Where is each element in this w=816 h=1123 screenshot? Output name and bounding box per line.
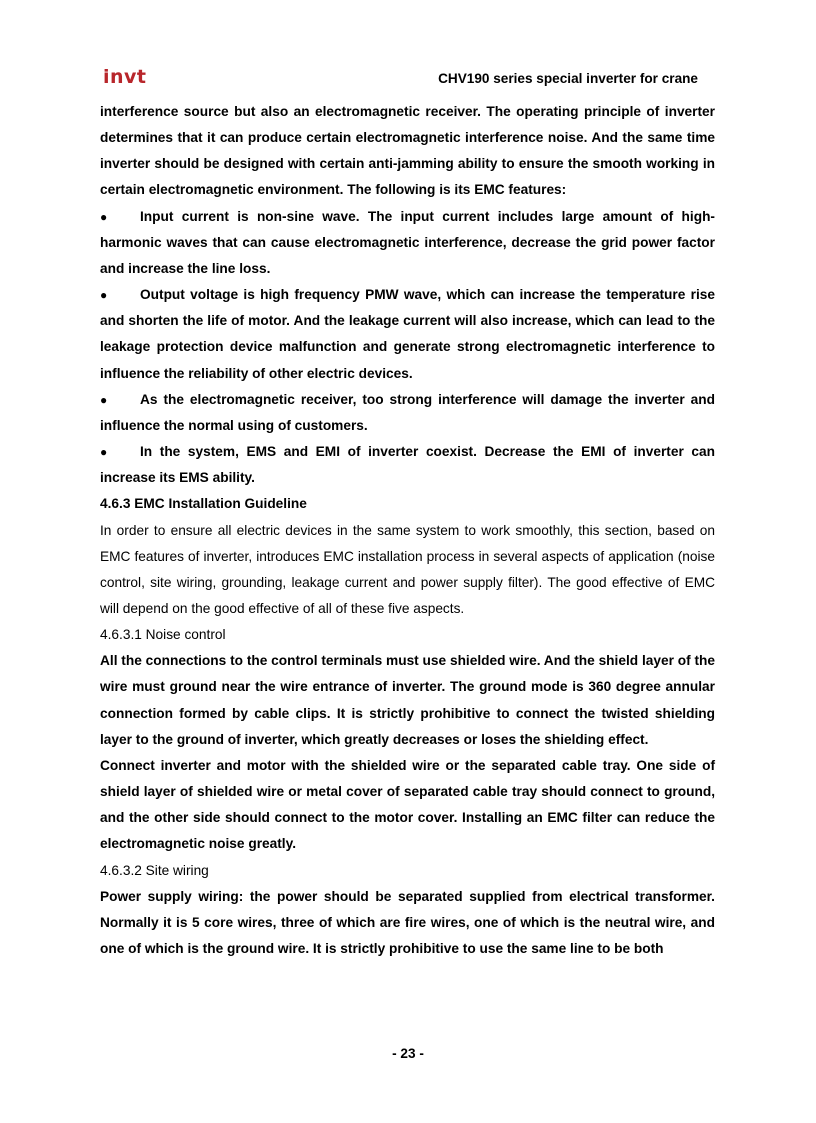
bullet-text: Input current is non-sine wave. The input current includes large amount of high-harmonic waves that can cause electromagnetic interference, decrease the grid power factor and increase the line loss.: [100, 208, 715, 276]
paragraph: interference source but also an electromagnetic receiver. The operating principle of inverter determines that it can produce certain electromagnetic interference noise. And the same time inverter should be designed with certain anti-jamming ability to ensure the smooth working in certain electromagnetic environment. The following is its EMC features:: [100, 104, 715, 198]
page-header: [103, 66, 713, 90]
paragraph: Connect inverter and motor with the shielded wire or the separated cable tray. One side of shield layer of shielded wire or metal cover of separated cable tray should connect to ground, and the other side should connect to the motor cover. Installing an EMC filter can reduce the electromagnetic noise greatly.: [100, 757, 715, 852]
bullet-item: [100, 439, 715, 491]
subsection-heading: 4.6.3.1 Noise control: [100, 627, 226, 643]
page-number: - 23 -: [392, 1046, 424, 1061]
bullet-icon: ●: [100, 392, 108, 407]
subsection-heading: 4.6.3.2 Site wiring: [100, 862, 209, 878]
bullet-item: [100, 282, 715, 387]
bullet-item: [100, 204, 715, 282]
bullet-icon: ●: [100, 445, 108, 460]
bullet-text: As the electromagnetic receiver, too strong interference will damage the inverter and influence the normal using of customers.: [100, 391, 715, 433]
paragraph: All the connections to the control terminals must use shielded wire. And the shield layer of the wire must ground near the wire entrance of inverter. The ground mode is 360 degree annular connection formed by cable clips. It is strictly prohibitive to connect the twisted shielding layer to the ground of inverter, which greatly decreases or loses the shielding effect.: [100, 653, 715, 747]
paragraph: Power supply wiring: the power should be separated supplied from electrical transformer. Normally it is 5 core wires, three of which are fire wires, one of which is the neutral wire, and one of which is the ground wire. It is strictly prohibitive to use the same line to be both: [100, 888, 715, 956]
bullet-icon: ●: [100, 209, 108, 224]
bullet-text: Output voltage is high frequency PMW wave, which can increase the temperature rise and shorten the life of motor. And the leakage current will also increase, which can lead to the leakage protection device malfunction and generate strong electromagnetic interference to influence the reliability of other electric devices.: [100, 287, 715, 381]
bullet-icon: ●: [100, 288, 108, 303]
invt-logo: invt: [103, 66, 147, 88]
document-title: CHV190 series special inverter for crane: [438, 71, 698, 86]
bullet-text: In the system, EMS and EMI of inverter coexist. Decrease the EMI of inverter can increase its EMS ability.: [100, 444, 715, 486]
section-heading: 4.6.3 EMC Installation Guideline: [100, 496, 307, 512]
bullet-item: [100, 387, 715, 439]
paragraph: In order to ensure all electric devices in the same system to work smoothly, this section, based on EMC features of inverter, introduces EMC installation process in several aspects of application (noise control, site wiring, grounding, leakage current and power supply filter). The good effective of EMC will depend on the good effective of all of these five aspects.: [100, 522, 715, 616]
page-content: [100, 99, 715, 962]
